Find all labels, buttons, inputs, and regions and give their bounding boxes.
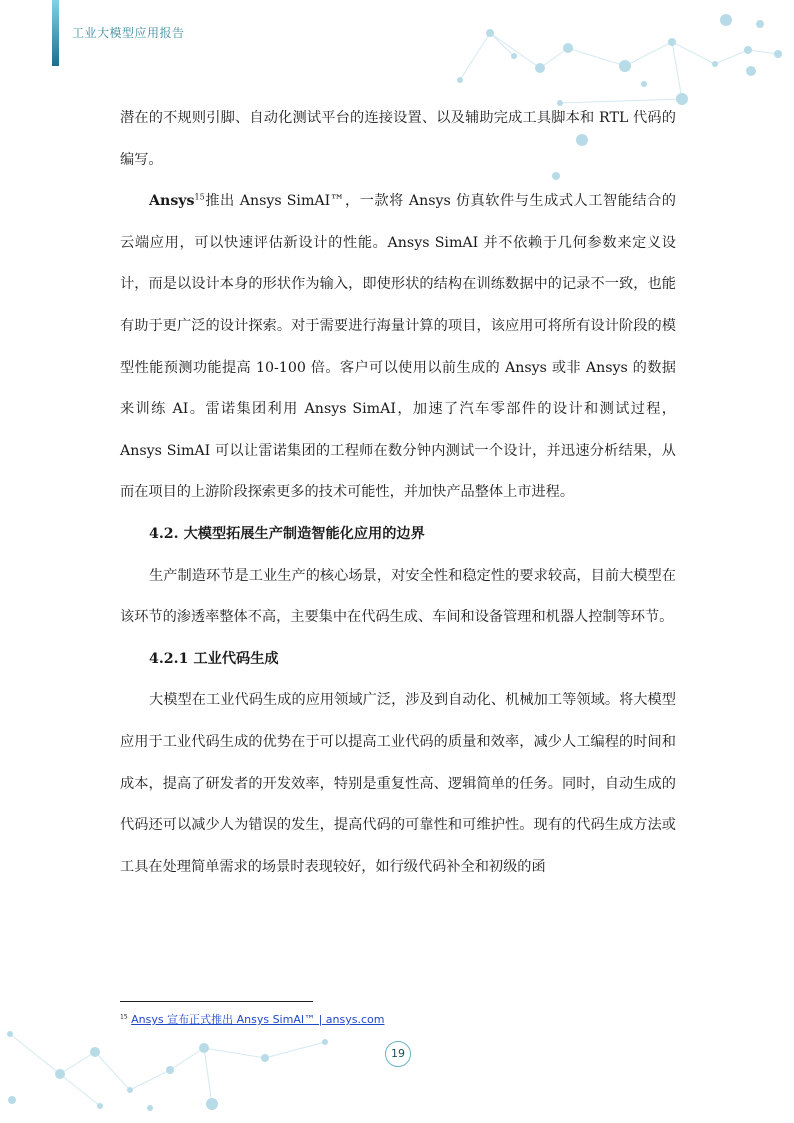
- footnote: [120, 1011, 384, 1027]
- paragraph-code-generation: 大模型在工业代码生成的应用领域广泛，涉及到自动化、机械加工等领域。将大模型应用于工业代码生成的优势在于可以提高工业代码的质量和效率，减少人工编程的时间和成本，提高了研发者的开发效率，特别是重复性高、逻辑简单的任务。同时，自动生成的代码还可以减少人为错误的发生，提高代码的可靠性和可维护性。现有的代码生成方法或工具在处理简单需求的场景时表现较好，如行级代码补全和初级的函: [120, 692, 676, 875]
- footnote-number: 15: [120, 1013, 128, 1021]
- paragraph-ansys-simai: [120, 181, 676, 514]
- ansys-body: 推出 Ansys SimAI™，一款将 Ansys 仿真软件与生成式人工智能结合的云端应用，可以快速评估新设计的性能。Ansys SimAI 并不依赖于几何参数来定义设计，而是以设计本身的形状作为输入，即使形状的结构在训练数据中的记录不一致，也能有助于更广泛的设计探索。对于需要进行海量计算的项目，该应用可将所有设计阶段的模型性能预测功能提高 10-100 倍。客户可以使用以前生成的 Ansys 或非 Ansys 的数据来训练 AI。雷诺集团利用 Ansys SimAI，加速了汽车零部件的设计和测试过程， Ansys SimAI 可以让雷诺集团的工程师在数分钟内测试一个设计，并迅速分析结果，从而在项目的上游阶段探索更多的技术可能性，并加快产品整体上市进程。: [120, 193, 676, 501]
- footnote-link[interactable]: Ansys 宣布正式推出 Ansys SimAI™ | ansys.com: [131, 1013, 385, 1026]
- footnote-ref[interactable]: 15: [194, 192, 205, 202]
- heading-number: 4.2.: [149, 525, 179, 542]
- body-text: [120, 98, 676, 888]
- heading-text: 大模型拓展生产制造智能化应用的边界: [183, 525, 425, 542]
- heading-number: 4.2.1: [149, 650, 189, 667]
- section-heading-4-2-1: [120, 639, 676, 681]
- paragraph-rtl-code: 潜在的不规则引脚、自动化测试平台的连接设置、以及辅助完成工具脚本和 RTL 代码的编写。: [120, 110, 676, 168]
- page-number: 19: [385, 1041, 411, 1067]
- report-header-title: 工业大模型应用报告: [72, 26, 185, 40]
- footnote-divider: [120, 1001, 313, 1002]
- ansys-lead: Ansys: [149, 193, 195, 210]
- heading-text: 工业代码生成: [193, 650, 279, 667]
- section-heading-4-2: [120, 514, 676, 556]
- header-accent-bar: [52, 0, 59, 66]
- paragraph-production: 生产制造环节是工业生产的核心场景，对安全性和稳定性的要求较高，目前大模型在该环节的渗透率整体不高，主要集中在代码生成、车间和设备管理和机器人控制等环节。: [120, 567, 676, 626]
